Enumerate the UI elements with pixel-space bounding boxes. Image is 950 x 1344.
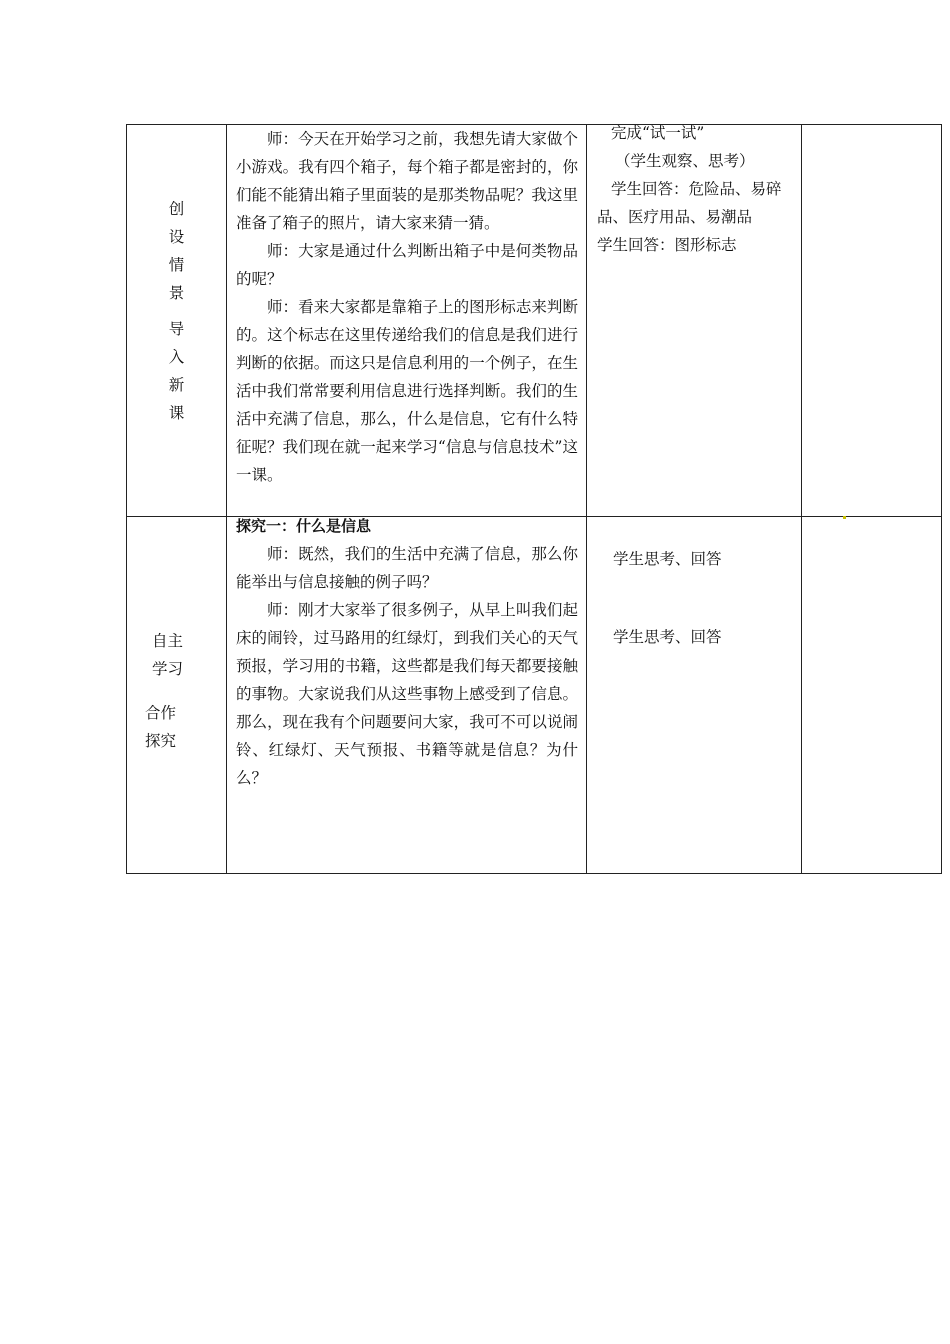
- stage-char: 设: [168, 228, 185, 246]
- teacher-paragraph: 师：今天在开始学习之前，我想先请大家做个小游戏。我有四个箱子，每个箱子都是密封的，你们能不能猜出箱子里面装的是那类物品呢？我这里准备了箱子的照片，请大家来猜一猜。: [236, 130, 578, 232]
- student-line: 完成“试一试”: [611, 124, 705, 142]
- stage-char: 入: [168, 348, 185, 366]
- student-line: 学生思考、回答: [613, 628, 722, 646]
- student-line: 学生思考、回答: [613, 550, 722, 568]
- stray-mark: [843, 516, 846, 519]
- section-heading: 探究一：什么是信息: [236, 517, 372, 535]
- stage-char: 景: [168, 284, 185, 302]
- teacher-paragraph: 师：刚才大家举了很多例子，从早上叫我们起床的闹铃，过马路用的红绿灯，到我们关心的天气预报，学习用的书籍，这些都是我们每天都要接触的事物。大家说我们从这些事物上感受到了信息。那么，现在我有个问题要问大家，我可不可以说闹铃、红绿灯、天气预报、书籍等就是信息？为什么？: [236, 601, 578, 787]
- table-row: [127, 125, 942, 517]
- stage-cell: [127, 517, 227, 874]
- stage-char: 课: [168, 404, 185, 422]
- student-line: 学生回答：危险品、易碎品、医疗用品、易潮品: [597, 180, 782, 226]
- stage-char: 新: [168, 376, 185, 394]
- teacher-activity-cell: [227, 517, 587, 874]
- stage-label-vertical: [127, 195, 226, 427]
- stage-char: 创: [168, 200, 185, 218]
- student-line: （学生观察、思考）: [615, 152, 755, 170]
- notes-cell: [802, 125, 942, 517]
- teacher-paragraph: 师：大家是通过什么判断出箱子中是何类物品的呢？: [236, 242, 578, 288]
- student-line: 学生回答：图形标志: [597, 236, 737, 254]
- student-activity-cell: [587, 125, 802, 517]
- stage-line: 学习: [151, 660, 183, 678]
- lesson-plan-table: [126, 124, 942, 874]
- teacher-activity-cell: [227, 125, 587, 517]
- table-row: [127, 517, 942, 874]
- stage-char: 导: [168, 320, 185, 338]
- stage-line: 自主: [151, 632, 183, 650]
- teacher-paragraph: 师：既然，我们的生活中充满了信息，那么你能举出与信息接触的例子吗？: [236, 545, 578, 591]
- stage-char: 情: [168, 256, 185, 274]
- teacher-paragraph: 师：看来大家都是靠箱子上的图形标志来判断的。这个标志在这里传递给我们的信息是我们进行判断的依据。而这只是信息利用的一个例子，在生活中我们常常要利用信息进行选择判断。我们的生活中充满了信息，那么，什么是信息，它有什么特征呢？我们现在就一起来学习“信息与信息技术”这一课。: [236, 298, 578, 484]
- notes-cell: [802, 517, 942, 874]
- stage-cell: [127, 125, 227, 517]
- stage-label: [127, 627, 226, 755]
- stage-line: 探究: [145, 732, 177, 750]
- student-activity-cell: [587, 517, 802, 874]
- stage-line: 合作: [145, 704, 177, 722]
